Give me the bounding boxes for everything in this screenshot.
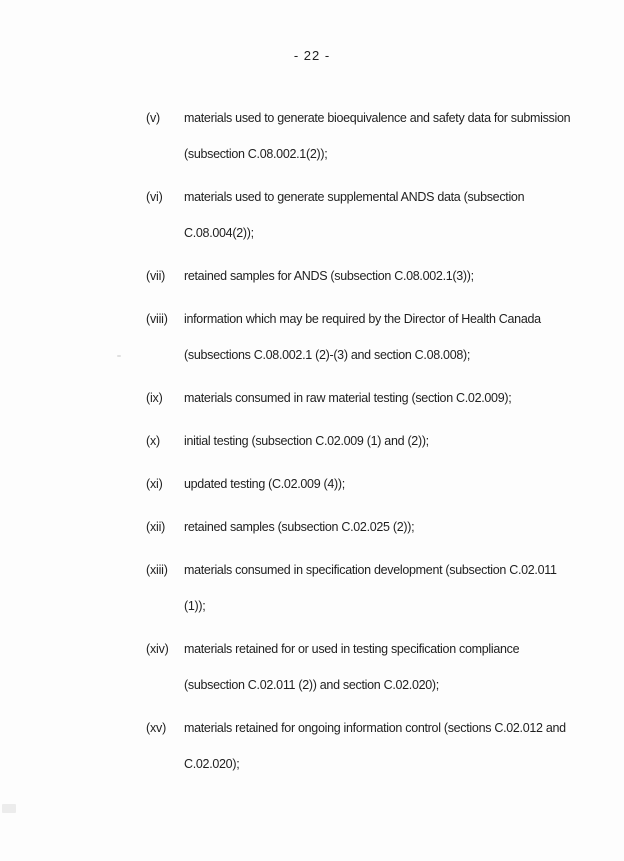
page-number: - 22 - [293, 48, 331, 63]
list-section [146, 100, 584, 789]
list-item-body [184, 301, 584, 373]
list-item-marker: (xv) [146, 721, 167, 735]
list-item-text-line: materials consumed in specification development (subsection C.02.011 [184, 563, 557, 577]
list-item-marker: (xiv) [146, 642, 169, 656]
list-item-x [146, 423, 584, 459]
list-item-marker: (xi) [146, 477, 163, 491]
list-item-text-line: retained samples for ANDS (subsection C.08.002.1(3)); [184, 269, 474, 283]
list-item-text-line: initial testing (subsection C.02.009 (1) and (2)); [184, 434, 429, 448]
list-item-text-line: retained samples (subsection C.02.025 (2)); [184, 520, 415, 534]
list-item-body [184, 552, 584, 624]
list-item-xiv [146, 631, 584, 703]
list-item-text-line: materials used to generate supplemental ANDS data (subsection [184, 190, 525, 204]
list-item-marker: (xii) [146, 520, 166, 534]
list-item-text-line: materials retained for or used in testing specification compliance [184, 642, 520, 656]
list-item-marker: (vii) [146, 269, 166, 283]
list-item-text-line: (1)); [184, 599, 206, 613]
list-item-body [184, 423, 584, 459]
list-item-body [184, 100, 584, 172]
list-item-marker: (x) [146, 434, 160, 448]
list-item-text-line: C.02.020); [184, 757, 240, 771]
list-item-text-line: updated testing (C.02.009 (4)); [184, 477, 345, 491]
list-item-xiii [146, 552, 584, 624]
list-item-viii [146, 301, 584, 373]
list-item-xii [146, 509, 584, 545]
list-item-vii [146, 258, 584, 294]
list-item-body [184, 466, 584, 502]
list-item-vi [146, 179, 584, 251]
list-item-text-line: (subsection C.02.011 (2)) and section C.02.020); [184, 678, 439, 692]
list-item-body [184, 380, 584, 416]
list-item-body [184, 710, 584, 782]
list-item-text-line: materials consumed in raw material testing (section C.02.009); [184, 391, 512, 405]
list-item-marker: (vi) [146, 190, 163, 204]
list-item-body [184, 509, 584, 545]
list-item-text-line: materials retained for ongoing information control (sections C.02.012 and [184, 721, 566, 735]
list-item-xi [146, 466, 584, 502]
list-item-text-line: (subsection C.08.002.1(2)); [184, 147, 328, 161]
list-item-xv [146, 710, 584, 782]
list-item-marker: (v) [146, 111, 160, 125]
list-item-text-line: information which may be required by the Director of Health Canada [184, 312, 541, 326]
list-item-ix [146, 380, 584, 416]
list-item-body [184, 631, 584, 703]
scan-artifact-speck [2, 804, 16, 813]
list-item-v [146, 100, 584, 172]
scan-artifact-speck [117, 355, 121, 357]
list-item-body [184, 258, 584, 294]
list-item-text-line: materials used to generate bioequivalence and safety data for submission [184, 111, 571, 125]
list-item-text-line: C.08.004(2)); [184, 226, 254, 240]
list-item-marker: (ix) [146, 391, 163, 405]
list-item-marker: (xiii) [146, 563, 168, 577]
list-item-body [184, 179, 584, 251]
list-item-marker: (viii) [146, 312, 168, 326]
list-item-text-line: (subsections C.08.002.1 (2)-(3) and section C.08.008); [184, 348, 471, 362]
